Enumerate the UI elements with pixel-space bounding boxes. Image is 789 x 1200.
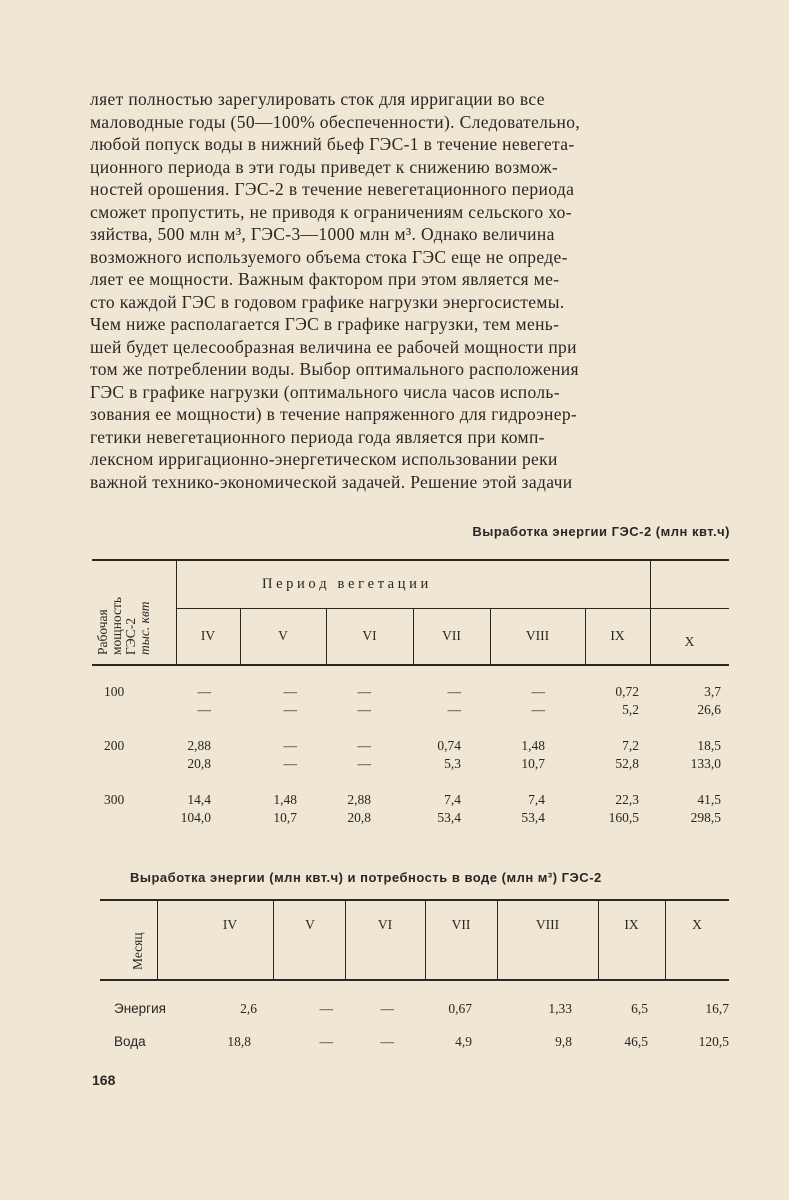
- month-header: X: [684, 634, 695, 649]
- table-cell: 5,3: [444, 756, 461, 771]
- text-line: сто каждой ГЭС в годовом графике нагрузки энергосистемы.: [90, 291, 565, 312]
- text-line: шей будет целесообразная величина ее рабочей мощности при: [90, 336, 577, 357]
- table1-subheader-rule: [176, 608, 729, 609]
- table-cell: 14,4: [187, 792, 211, 807]
- table-cell: 160,5: [608, 810, 639, 825]
- table1-rowhead: [96, 597, 152, 655]
- table-cell: 7,4: [528, 792, 545, 807]
- table-cell: 0,74: [437, 738, 461, 753]
- table-cell: —: [283, 756, 297, 771]
- text-line: ционного периода в эти годы приведет к снижению возмож-: [90, 156, 559, 177]
- table-cell: 41,5: [697, 792, 721, 807]
- table1-header-bottom-rule: [92, 664, 729, 666]
- table2-divider: [157, 900, 158, 980]
- period-header: П е р и о д в е г е т а ц и и: [262, 576, 429, 592]
- text-line: любой попуск воды в нижний бьеф ГЭС-1 в течение невегета-: [90, 134, 575, 154]
- text-line: том же потреблении воды. Выбор оптимального расположения: [90, 359, 579, 379]
- table-cell: 16,7: [705, 1001, 729, 1016]
- table-cell: 20,8: [187, 756, 211, 771]
- table-cell: 6,5: [631, 1001, 648, 1016]
- table-cell: 7,2: [622, 738, 639, 753]
- table-cell: 10,7: [273, 810, 297, 825]
- table-cell: —: [197, 702, 211, 717]
- table1-divider: [176, 560, 177, 665]
- table-cell: —: [283, 702, 297, 717]
- text-line: возможного используемого объема стока ГЭС еще не опреде-: [90, 246, 568, 267]
- table-cell: 46,5: [624, 1034, 648, 1049]
- rowhead-line: ГЭС-2: [123, 618, 138, 655]
- text-line: Чем ниже располагается ГЭС в графике нагрузки, тем мень-: [90, 314, 560, 334]
- table-cell: 133,0: [690, 756, 721, 771]
- text-line: гетики невегетационного периода года является при комп-: [90, 426, 545, 447]
- table2-divider: [345, 900, 346, 980]
- text-line: лексном ирригационно-энергетическом использовании реки: [90, 449, 558, 469]
- month-header: IX: [610, 628, 625, 643]
- table-cell: —: [319, 1034, 333, 1049]
- table-cell: 120,5: [698, 1034, 729, 1049]
- table-cell: 7,4: [444, 792, 461, 807]
- table-cell: —: [447, 684, 461, 699]
- table2-divider: [665, 900, 666, 980]
- table-cell: 1,33: [548, 1001, 572, 1016]
- table-cell: 3,7: [704, 684, 721, 699]
- table-cell: —: [197, 684, 211, 699]
- table1-top-rule: [92, 559, 729, 561]
- table-cell: 10,7: [521, 756, 545, 771]
- table-cell: 52,8: [615, 756, 639, 771]
- table2-divider: [425, 900, 426, 980]
- month-header: VIII: [525, 628, 550, 643]
- table-cell: 22,3: [615, 792, 639, 807]
- table-cell: —: [380, 1001, 394, 1016]
- table-cell: —: [447, 702, 461, 717]
- table-cell: —: [357, 684, 371, 699]
- table-cell: 2,6: [240, 1001, 257, 1016]
- month-header: IV: [222, 917, 238, 932]
- table2-header-bottom-rule: [100, 979, 729, 981]
- month-header: VI: [362, 628, 377, 643]
- table-cell: 26,6: [697, 702, 721, 717]
- table-cell: 53,4: [521, 810, 545, 825]
- month-header: IX: [624, 917, 639, 932]
- table-cell: —: [283, 738, 297, 753]
- table-cell: 2,88: [187, 738, 211, 753]
- month-header: VII: [442, 628, 461, 643]
- text-line: маловодные годы (50—100% обеспеченности). Следовательно,: [90, 111, 581, 132]
- month-header: V: [305, 917, 315, 932]
- table-cell: —: [357, 702, 371, 717]
- table2-rowhead: Месяц: [130, 932, 145, 970]
- text-line: зяйства, 500 млн м³, ГЭС-3—1000 млн м³. Однако величина: [90, 224, 555, 244]
- power-value: 300: [104, 792, 125, 807]
- month-header: V: [278, 628, 288, 643]
- table-cell: 20,8: [347, 810, 371, 825]
- month-header: X: [692, 917, 702, 932]
- text-line: зования ее мощности) в течение напряженного для гидроэнер-: [90, 404, 578, 424]
- table-cell: 1,48: [273, 792, 297, 807]
- month-header: VII: [451, 917, 471, 932]
- table-cell: —: [319, 1001, 333, 1016]
- table-cell: 53,4: [437, 810, 461, 825]
- text-line: ностей орошения. ГЭС-2 в течение невегетационного периода: [90, 179, 575, 199]
- table-cell: —: [283, 684, 297, 699]
- power-value: 200: [104, 738, 125, 753]
- table2-top-rule: [100, 899, 729, 901]
- text-line: ляет полностью зарегулировать сток для ирригации во все: [90, 89, 545, 109]
- table1-title: Выработка энергии ГЭС-2 (млн квт.ч): [472, 524, 730, 539]
- table-cell: 9,8: [555, 1034, 572, 1049]
- rowhead-line: мощность: [109, 596, 124, 655]
- text-line: ГЭС в графике нагрузки (оптимального числа часов исполь-: [90, 381, 560, 402]
- table-cell: 0,72: [615, 684, 639, 699]
- table-cell: 18,5: [697, 738, 721, 753]
- table-cell: —: [380, 1034, 394, 1049]
- text-line: важной технико-экономической задачей. Решение этой задачи: [90, 471, 573, 492]
- month-header: VI: [377, 917, 393, 932]
- table-cell: 2,88: [347, 792, 371, 807]
- table-cell: 0,67: [448, 1001, 472, 1016]
- table-cell: 5,2: [622, 702, 639, 717]
- table-cell: —: [357, 756, 371, 771]
- table-cell: 18,8: [227, 1034, 251, 1049]
- power-value: 100: [104, 684, 125, 699]
- text-line: ляет ее мощности. Важным фактором при этом является ме-: [90, 269, 560, 289]
- table-cell: 1,48: [521, 738, 545, 753]
- table-cell: 298,5: [690, 810, 721, 825]
- row-label-energy: Энергия: [114, 1001, 166, 1016]
- page-number: 168: [92, 1072, 116, 1088]
- table2-title: Выработка энергии (млн квт.ч) и потребность в воде (млн м³) ГЭС-2: [130, 870, 602, 885]
- month-header: IV: [200, 628, 216, 643]
- row-label-water: Вода: [114, 1034, 146, 1049]
- table2-divider: [497, 900, 498, 980]
- table-cell: —: [357, 738, 371, 753]
- table-cell: —: [531, 702, 545, 717]
- month-header: VIII: [535, 917, 560, 932]
- body-paragraph: [90, 88, 730, 493]
- text-line: сможет пропустить, не приводя к ограничениям сельского хо-: [90, 201, 572, 222]
- table-cell: 104,0: [180, 810, 211, 825]
- table-cell: —: [531, 684, 545, 699]
- rowhead-line: Рабочая: [95, 609, 110, 655]
- table-cell: 4,9: [455, 1034, 472, 1049]
- table2-divider: [598, 900, 599, 980]
- table2-divider: [273, 900, 274, 980]
- rowhead-line: тыс. квт: [137, 601, 152, 655]
